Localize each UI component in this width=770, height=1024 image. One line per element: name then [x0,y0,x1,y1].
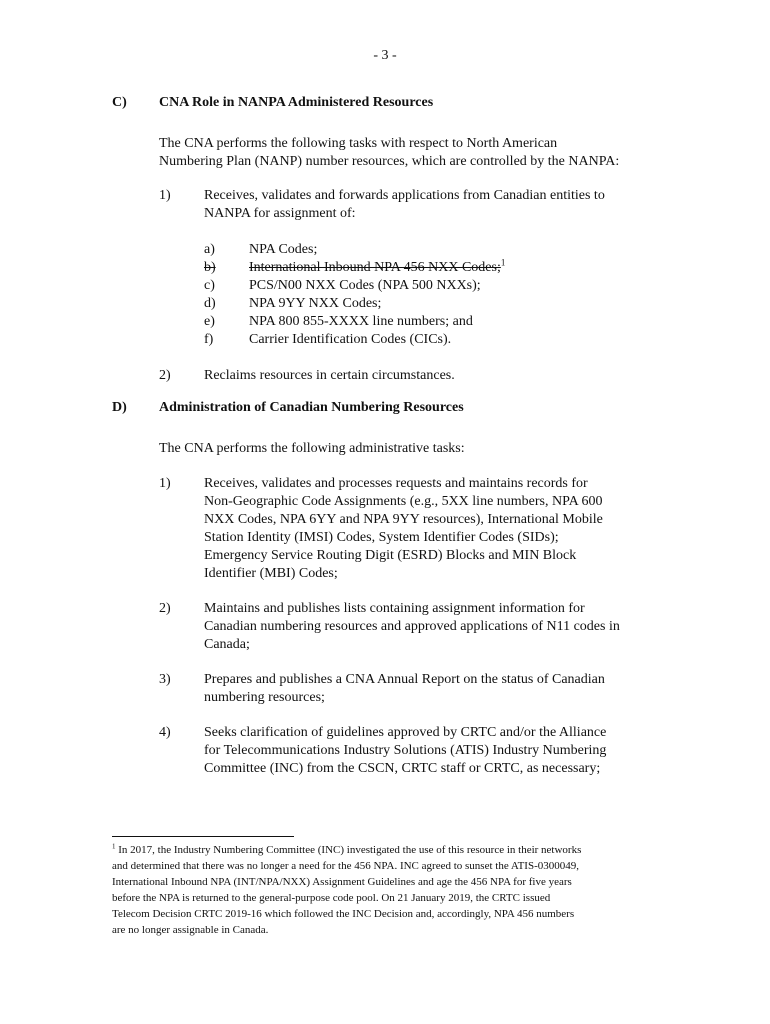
section-d-item-2-text [204,600,674,654]
section-d-label: D) [112,400,127,415]
item-line: NANPA for assignment of: [204,206,356,221]
section-d-intro: The CNA performs the following administrative tasks: [159,441,465,456]
footnote-line: Telecom Decision CRTC 2019-16 which followed the INC Decision and, accordingly, NPA 456 numbers [112,908,575,920]
section-c-label: C) [112,95,127,110]
subitem-letter: e) [204,314,215,329]
item-line: Identifier (MBI) Codes; [204,566,338,581]
item-line: Receives, validates and forwards applications from Canadian entities to [204,188,605,203]
footnote-line [112,842,652,858]
item-line: for Telecommunications Industry Solutions (ATIS) Industry Numbering [204,743,607,758]
subitem-text: Carrier Identification Codes (CICs). [249,332,452,347]
subitem-text: NPA 9YY NXX Codes; [249,296,382,311]
footnote-line: International Inbound NPA (INT/NPA/NXX) Assignment Guidelines and age the 456 NPA for five years [112,876,572,888]
section-d-item-1-number: 1) [159,476,171,491]
footnote-text: In 2017, the Industry Numbering Committee (INC) investigated the use of this resource in their networks [118,844,582,856]
item-line: Seeks clarification of guidelines approved by CRTC and/or the Alliance [204,725,607,740]
footnote-line: before the NPA is returned to the general-purpose code pool. On 21 January 2019, the CRTC issued [112,892,551,904]
section-d-item-4-text [204,724,674,778]
footnote-marker: 1 [112,842,116,851]
section-d-title: Administration of Canadian Numbering Resources [159,400,464,415]
footnote-line: are no longer assignable in Canada. [112,924,269,936]
subitem-text: PCS/N00 NXX Codes (NPA 500 NXXs); [249,278,481,293]
item-line: Non-Geographic Code Assignments (e.g., 5XX line numbers, NPA 600 [204,494,603,509]
section-d-item-2-number: 2) [159,601,171,616]
footnote-separator [112,836,294,837]
subitem-letter: a) [204,242,215,257]
item-line: Receives, validates and processes requests and maintains records for [204,476,588,491]
item-line: Committee (INC) from the CSCN, CRTC staff or CRTC, as necessary; [204,761,601,776]
subitem-letter: c) [204,278,215,293]
item-line: NXX Codes, NPA 6YY and NPA 9YY resources), International Mobile [204,512,603,527]
section-c-item-1-number: 1) [159,188,171,203]
item-line: Prepares and publishes a CNA Annual Report on the status of Canadian [204,672,605,687]
section-c-title: CNA Role in NANPA Administered Resources [159,95,434,110]
footnote-reference[interactable]: 1 [500,257,506,268]
subitem-text: NPA Codes; [249,242,318,257]
footnote-line: and determined that there was no longer a need for the 456 NPA. INC agreed to sunset the ATIS-0300049, [112,860,579,872]
subitem-text-struck: International Inbound NPA 456 NXX Codes; [249,260,501,275]
subitem-text: NPA 800 855-XXXX line numbers; and [249,314,473,329]
item-line: Station Identity (IMSI) Codes, System Identifier Codes (SIDs); [204,530,559,545]
section-d-item-3-number: 3) [159,672,171,687]
item-line: numbering resources; [204,690,325,705]
footnote [112,842,652,938]
subitem-letter: d) [204,296,216,311]
section-c-item-1-text [204,187,674,223]
page-number: - 3 - [373,48,397,63]
subitem-letter: f) [204,332,214,347]
section-c-item-2-text: Reclaims resources in certain circumstances. [204,368,455,383]
subitem-letter-struck: b) [204,260,216,275]
item-line: Canada; [204,637,250,652]
section-c-intro-line: The CNA performs the following tasks with respect to North American [159,136,558,151]
section-d-item-3-text [204,671,674,707]
item-line: Maintains and publishes lists containing assignment information for [204,601,585,616]
section-c-item-2-number: 2) [159,368,171,383]
section-c-intro [159,135,679,171]
subitem-struck-row [249,259,505,277]
section-d-item-4-number: 4) [159,725,171,740]
section-c-intro-line: Numbering Plan (NANP) number resources, which are controlled by the NANPA: [159,154,620,169]
section-d-item-1-text [204,475,674,583]
item-line: Canadian numbering resources and approved applications of N11 codes in [204,619,620,634]
item-line: Emergency Service Routing Digit (ESRD) Blocks and MIN Block [204,548,577,563]
